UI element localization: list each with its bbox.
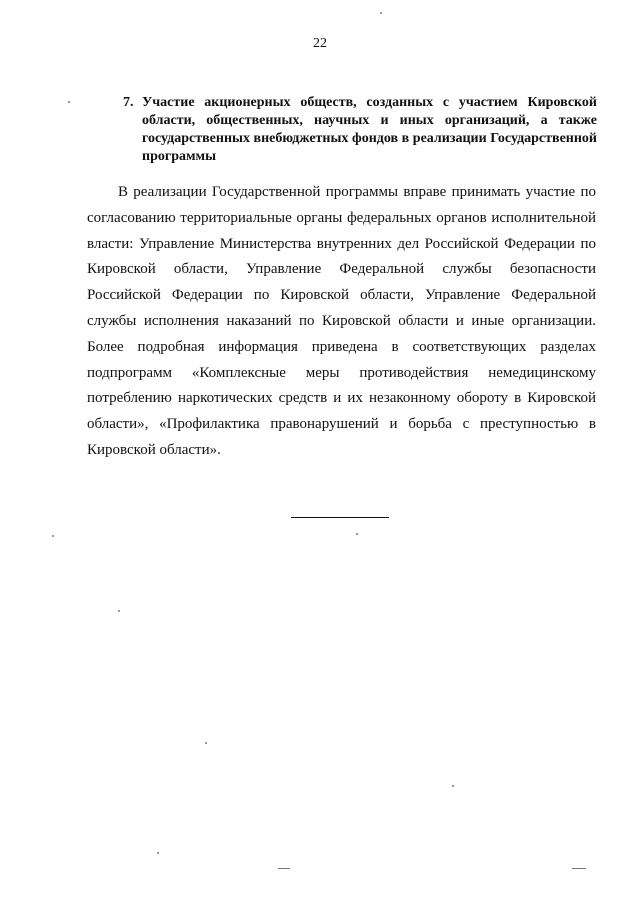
scan-speck — [68, 101, 70, 103]
body-paragraph: В реализации Государственной программы вправе принимать участие по согласованию территориальные органы федеральных органов исполнительной власти: Управление Министерства внутренних дел Российской Федерации по Кировской области, Управление Федеральной службы безопасности Российской Федерации по Кировской области, Управление Федеральной службы исполнения наказаний по Кировской области и иные организации. Более подробная информация приведена в соответствующих разделах подпрограмм «Комплексные меры противодействия немедицинскому потреблению наркотических средств и их незаконному обороту в Кировской области», «Профилактика правонарушений и борьба с преступностью в Кировской области». — [87, 184, 596, 458]
page-number: 22 — [313, 36, 327, 51]
section-end-rule — [291, 517, 389, 518]
section-heading — [123, 94, 597, 166]
scan-mark — [278, 868, 290, 869]
section-number: 7. — [123, 95, 134, 110]
scan-speck — [52, 535, 54, 537]
scan-mark — [572, 868, 586, 869]
scan-speck — [157, 852, 159, 854]
scan-speck — [205, 742, 207, 744]
scan-speck — [356, 533, 358, 535]
scan-speck — [118, 610, 120, 612]
section-title: Участие акционерных обществ, созданных с участием Кировской области, общественных, научных и иных организаций, а также государственных внебюджетных фондов в реализации Государственной программы — [142, 95, 597, 164]
scan-speck — [380, 12, 382, 14]
scan-speck — [452, 785, 454, 787]
